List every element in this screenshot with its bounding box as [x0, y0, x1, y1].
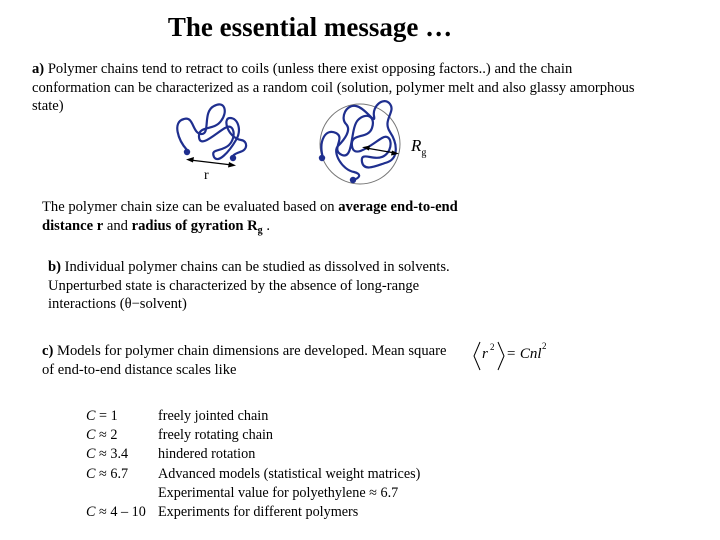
list-item — [86, 445, 420, 464]
paragraph-a-text: Polymer chains tend to retract to coils (unless there exist opposing factors..) and the chain conformation can be characterized as a random coil (solution, polymer melt and also glassy amorphous state) — [32, 61, 635, 114]
c-description: hindered rotation — [158, 446, 256, 463]
scaling-formula — [470, 338, 560, 374]
list-item — [86, 503, 420, 522]
rg-label — [411, 136, 426, 158]
c-value: ≈ 2 — [95, 427, 118, 444]
formula-rhs-exp: 2 — [542, 341, 547, 351]
eval-bold2: radius of gyration R — [131, 217, 258, 234]
c-symbol: C — [86, 465, 96, 482]
paragraph-c — [42, 342, 462, 379]
page-title: The essential message … — [167, 12, 453, 42]
eval-pre: The polymer chain size can be evaluated based on — [42, 199, 339, 215]
list-item — [86, 465, 420, 484]
formula-lhs-exp: 2 — [490, 342, 495, 352]
c-values-list — [86, 407, 420, 522]
paragraph-b-label: b) — [48, 259, 61, 275]
gyration-circle — [320, 104, 400, 184]
eval-bold1: average end-to-end distance r — [42, 199, 458, 234]
paragraph-b-text: Individual polymer chains can be studied as dissolved in solvents. Unperturbed state is characterized by the absence of long-range interactions (θ−solvent) — [48, 259, 450, 312]
list-item — [86, 407, 420, 426]
paragraph-c-label: c) — [42, 343, 54, 359]
c-value: = 1 — [95, 408, 118, 424]
c-symbol: C — [86, 504, 96, 521]
c-description: freely rotating chain — [158, 427, 274, 444]
paragraph-c-text: Models for polymer chain dimensions are developed. Mean square of end-to-end distance scales like — [42, 343, 447, 378]
c-symbol: C — [86, 446, 96, 463]
c-value: ≈ 3.4 — [95, 446, 129, 463]
c-description: freely jointed chain — [158, 408, 269, 424]
formula-rhs: = Cnl — [506, 346, 542, 362]
c-description: Experimental value for polyethylene ≈ 6.7 — [158, 484, 399, 501]
c-value: ≈ 6.7 — [95, 465, 129, 482]
chain-end-dot — [184, 149, 190, 155]
eval-mid: and — [103, 217, 132, 234]
c-description: Experiments for different polymers — [158, 504, 359, 521]
paragraph-b — [48, 258, 488, 314]
end-to-end-label: r — [204, 168, 209, 183]
paragraph-a-label: a) — [32, 61, 45, 77]
chain-end-dot — [350, 177, 356, 183]
c-symbol: C — [86, 408, 96, 424]
eval-end: . — [262, 217, 270, 234]
chain-end-dot — [230, 155, 236, 161]
c-symbol: C — [86, 427, 96, 444]
paragraph-evaluation — [42, 198, 490, 240]
chain-end-dot — [319, 155, 325, 161]
c-description: Advanced models (statistical weight matrices) — [158, 465, 421, 482]
list-item — [86, 484, 420, 503]
rg-label-main: R — [411, 136, 422, 155]
end-to-end-arrow — [190, 160, 232, 165]
list-item — [86, 426, 420, 445]
rg-label-sub: g — [421, 147, 427, 159]
eval-bold2-sub: g — [257, 224, 263, 236]
formula-lhs: r — [482, 346, 488, 362]
c-value: ≈ 4 – 10 — [95, 504, 146, 521]
